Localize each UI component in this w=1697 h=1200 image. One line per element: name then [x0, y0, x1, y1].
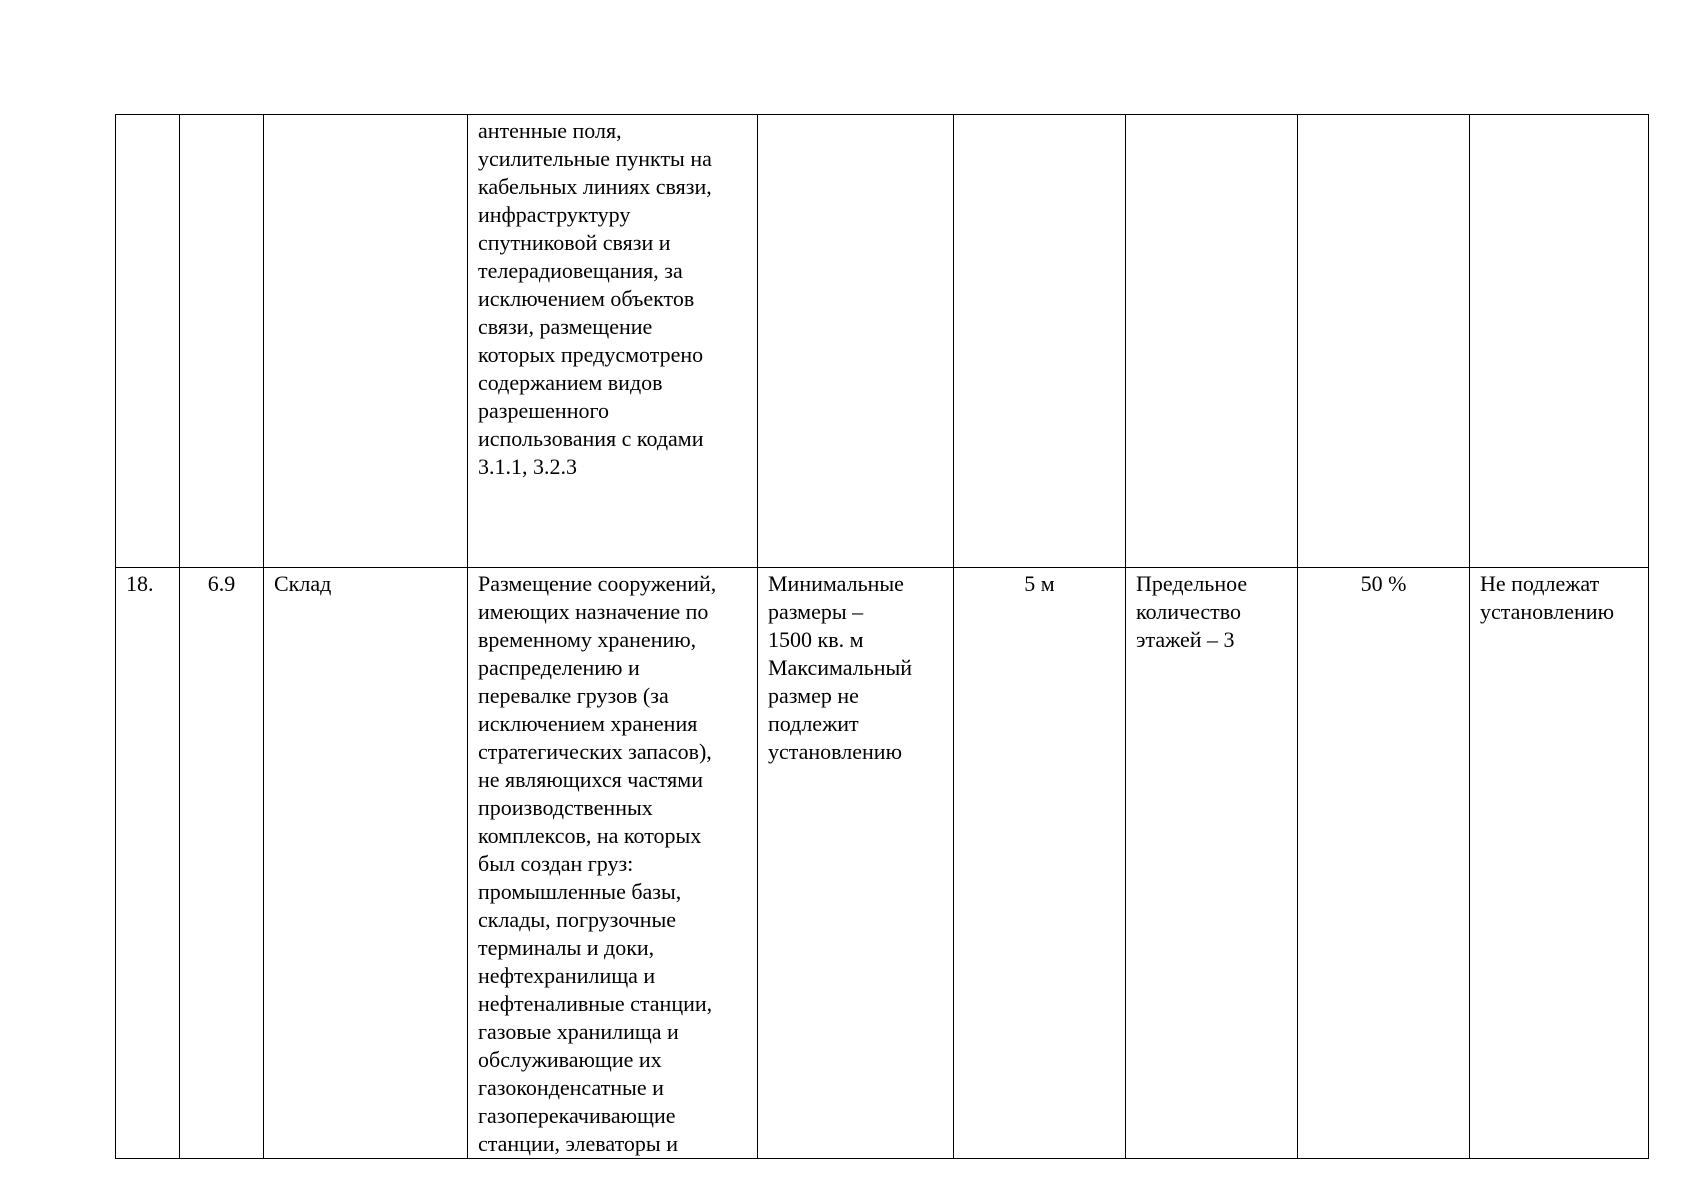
floors-cell [1126, 115, 1298, 568]
other-restrictions-cell [1470, 115, 1649, 568]
use-description-cell: антенные поля, усилительные пункты на кабельных линиях связи, инфраструктуру спутниковой связи и телерадиовещания, за исключением объектов связи, размещение которых предусмотрено содержанием видов разрешенного использования с кодами 3.1.1, 3.2.3 [468, 115, 758, 568]
row-number-cell [116, 115, 180, 568]
use-code-cell: 6.9 [180, 568, 264, 1159]
setback-cell: 5 м [954, 568, 1126, 1159]
row-number-cell: 18. [116, 568, 180, 1159]
use-description-cell: Размещение сооружений, имеющих назначение по временному хранению, распределению и перевалке грузов (за исключением хранения стратегических запасов), не являющихся частями производственных комплексов, на которых был создан груз: промышленные базы, склады, погрузочные терминалы и доки, нефтехранилища и нефтеналивные станции, газовые хранилища и обслуживающие их газоконденсатные и газоперекачивающие станции, элеваторы и [468, 568, 758, 1159]
table-row [116, 115, 1649, 568]
plot-size-cell [758, 115, 954, 568]
use-code-cell [180, 115, 264, 568]
coverage-cell: 50 % [1298, 568, 1470, 1159]
other-restrictions-cell: Не подлежат установлению [1470, 568, 1649, 1159]
floors-cell: Предельное количество этажей – 3 [1126, 568, 1298, 1159]
coverage-cell [1298, 115, 1470, 568]
use-name-cell [264, 115, 468, 568]
land-use-regulations-table [115, 114, 1649, 1159]
setback-cell [954, 115, 1126, 568]
use-name-cell: Склад [264, 568, 468, 1159]
table-row [116, 568, 1649, 1159]
plot-size-cell: Минимальные размеры – 1500 кв. м Максимальный размер не подлежит установлению [758, 568, 954, 1159]
